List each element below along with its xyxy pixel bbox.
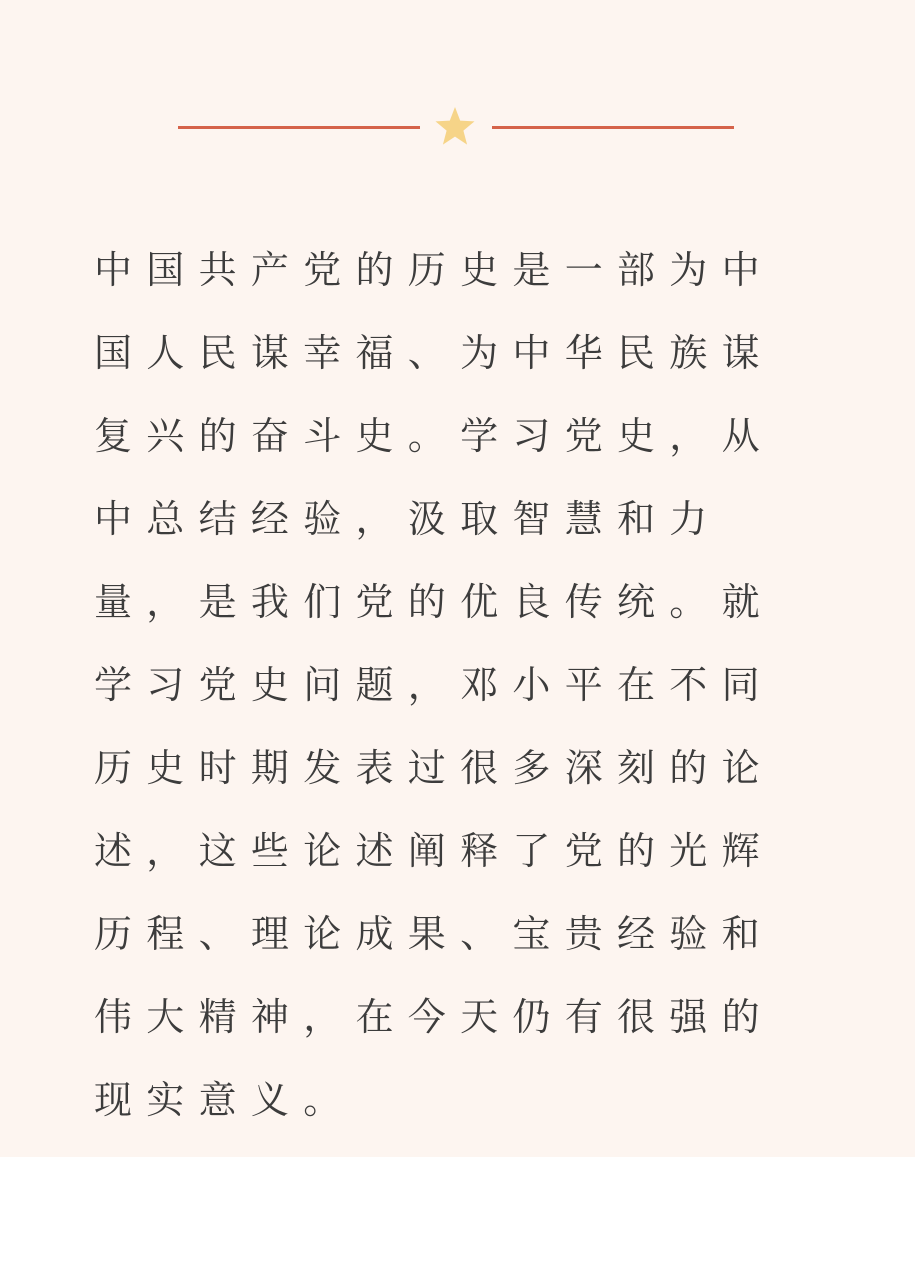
divider-line-right [492,126,734,129]
star-divider [178,104,734,152]
divider-line-left [178,126,420,129]
article-paragraph: 中国共产党的历史是一部为中国人民谋幸福、为中华民族谋复兴的奋斗史。学习党史，从中总结经验，汲取智慧和力量，是我们党的优良传统。就学习党史问题，邓小平在不同历史时期发表过很多深刻的论述，这些论述阐释了党的光辉历程、理论成果、宝贵经验和伟大精神，在今天仍有很强的现实意义。 [94,248,774,1122]
star-icon [434,106,476,148]
